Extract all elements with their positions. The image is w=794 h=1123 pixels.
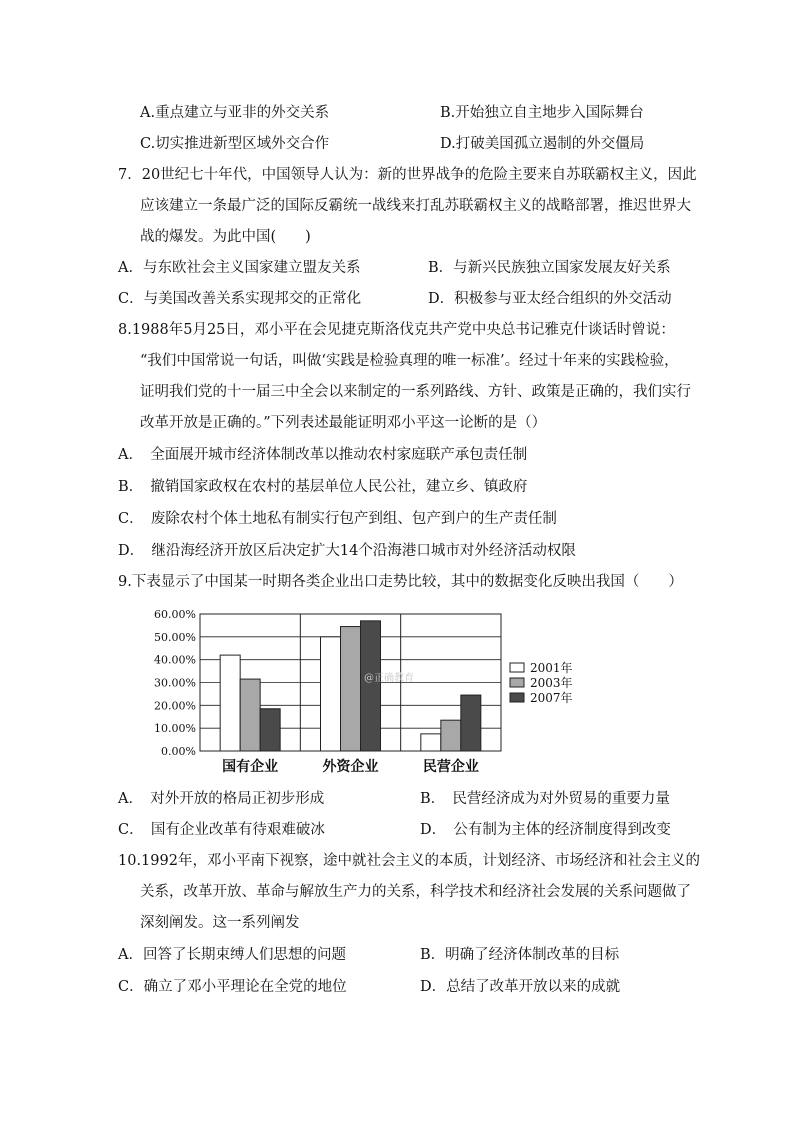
- q8-option-c: C． 废除农村个体土地私有制实行包产到组、包产到户的生产责任制: [118, 511, 557, 527]
- x-category-label: 国有企业: [222, 759, 279, 775]
- q8-stem-line-2: “我们中国常说一句话，叫做‘实践是检验真理的唯一标准’。经过十年来的实践检验，: [140, 353, 679, 369]
- q7-option-a: A．与东欧社会主义国家建立盟友关系: [118, 260, 361, 276]
- q7-option-c: C．与美国改善关系实现邦交的正常化: [118, 291, 362, 307]
- bar: [421, 734, 441, 751]
- chart-legend: [506, 657, 590, 709]
- q6-option-a: A.重点建立与亚非的外交关系: [140, 105, 330, 121]
- bar: [240, 679, 260, 751]
- x-category-label: 民营企业: [422, 759, 479, 775]
- q9-option-d: D． 公有制为主体的经济制度得到改变: [420, 822, 671, 838]
- chart-y-axis: [154, 608, 196, 758]
- y-tick-label: 40.00%: [154, 653, 196, 667]
- q7-option-b: B．与新兴民族独立国家发展友好关系: [428, 260, 671, 276]
- q8-option-b: B． 撤销国家政权在农村的基层单位人民公社，建立乡、镇政府: [118, 479, 528, 495]
- legend-label: 2007年: [530, 691, 573, 705]
- q7-stem-line-1: 7．20世纪七十年代，中国领导人认为：新的世界战争的危险主要来自苏联霸权主义，因此: [118, 167, 697, 183]
- q10-option-b: B．明确了经济体制改革的目标: [420, 947, 620, 963]
- chart-x-axis: [222, 758, 479, 775]
- q10-option-c: C．确立了邓小平理论在全党的地位: [118, 979, 347, 995]
- legend-swatch: [510, 693, 524, 702]
- watermark: @正确教育: [364, 673, 414, 684]
- y-tick-label: 50.00%: [154, 630, 196, 644]
- q9-option-c: C． 国有企业改革有待艰难破冰: [118, 822, 325, 838]
- bar: [441, 720, 461, 751]
- bar: [361, 621, 381, 751]
- q10-stem-line-3: 深刻阐发。这一系列阐发: [140, 915, 300, 931]
- export-bar-chart: [118, 603, 608, 783]
- q9-option-b: B． 民营经济成为对外贸易的重要力量: [420, 791, 670, 807]
- q7-option-d: D．积极参与亚太经合组织的外交活动: [428, 291, 672, 307]
- q6-option-c: C.切实推进新型区域外交合作: [140, 136, 330, 152]
- legend-swatch: [510, 663, 524, 672]
- legend-label: 2001年: [530, 661, 573, 675]
- bar: [321, 637, 341, 751]
- q6-option-d: D.打破美国孤立遏制的外交僵局: [440, 136, 645, 152]
- bar: [220, 655, 240, 751]
- q10-option-d: D．总结了改革开放以来的成就: [420, 979, 621, 995]
- y-tick-label: 0.00%: [161, 745, 196, 758]
- q8-stem-line-1: 8.1988年5月25日，邓小平在会见捷克斯洛伐克共产党中央总书记雅克什谈话时曾说：: [118, 322, 675, 338]
- q8-option-d: D． 继沿海经济开放区后决定扩大14个沿海港口城市对外经济活动权限: [118, 543, 576, 559]
- bar: [260, 709, 280, 751]
- x-category-label: 外资企业: [322, 759, 379, 775]
- legend-label: 2003年: [530, 676, 573, 690]
- q9-stem: 9.下表显示了中国某一时期各类企业出口走势比较，其中的数据变化反映出我国（ ）: [118, 574, 683, 590]
- y-tick-label: 30.00%: [154, 676, 196, 690]
- q7-stem-line-3: 战的爆发。为此中国( ): [140, 229, 311, 245]
- chart-bars: [220, 621, 481, 751]
- bar: [341, 627, 361, 751]
- q10-stem-line-2: 关系，改革开放、革命与解放生产力的关系，科学技术和经济社会发展的关系问题做了: [140, 884, 691, 900]
- bar: [461, 695, 481, 751]
- q8-option-a: A． 全面展开城市经济体制改革以推动农村家庭联产承包责任制: [118, 447, 528, 463]
- y-tick-label: 20.00%: [154, 699, 196, 713]
- q8-stem-line-4: 改革开放是正确的。”下列表述最能证明邓小平这一论断的是（）: [140, 415, 547, 431]
- y-tick-label: 10.00%: [154, 722, 196, 736]
- q7-stem-line-2: 应该建立一条最广泛的国际反霸统一战线来打乱苏联霸权主义的战略部署，推迟世界大: [140, 198, 691, 214]
- q10-stem-line-1: 10.1992年，邓小平南下视察，途中就社会主义的本质，计划经济、市场经济和社会主义的: [118, 853, 700, 869]
- legend-swatch: [510, 678, 524, 687]
- q6-option-b: B.开始独立自主地步入国际舞台: [440, 105, 644, 121]
- q10-option-a: A．回答了长期束缚人们思想的问题: [118, 947, 346, 963]
- q9-option-a: A． 对外开放的格局正初步形成: [118, 791, 325, 807]
- q8-stem-line-3: 证明我们党的十一届三中全会以来制定的一系列路线、方针、政策是正确的，我们实行: [140, 384, 691, 400]
- y-tick-label: 60.00%: [154, 608, 196, 621]
